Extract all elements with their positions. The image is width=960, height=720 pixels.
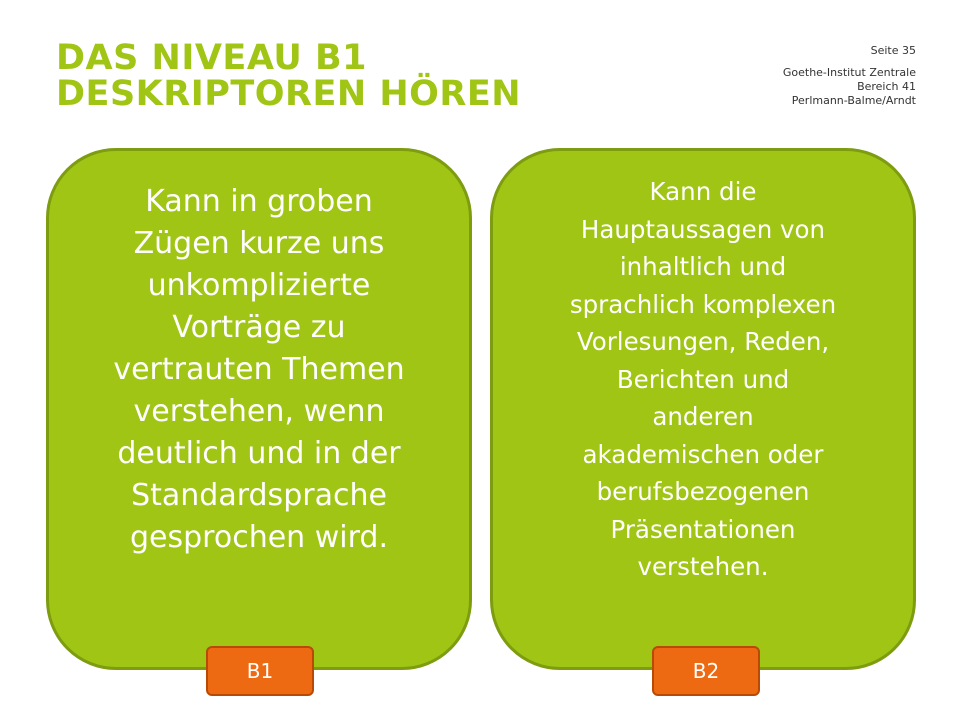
descriptor-line: anderen — [652, 402, 754, 431]
descriptor-line: Standardsprache — [131, 478, 387, 513]
descriptor-line: Präsentationen — [610, 514, 796, 544]
descriptor-line: sprachlich komplexen — [569, 289, 837, 319]
descriptor-line: verstehen. — [637, 552, 769, 581]
descriptor-line: Berichten und — [616, 364, 790, 394]
descriptor-line: Vorlesungen, Reden, — [576, 327, 830, 356]
slide-title-line: DAS NIVEAU B1 — [56, 38, 367, 78]
descriptor-card-b2 — [490, 148, 916, 670]
descriptor-line: Vorträge zu — [172, 310, 346, 345]
descriptor-text-b1 — [69, 181, 449, 559]
descriptor-card-b1 — [46, 148, 472, 670]
descriptor-line: Kann in groben — [145, 184, 373, 219]
descriptor-line: akademischen oder — [582, 439, 824, 469]
descriptor-text-b2 — [513, 173, 893, 586]
slide-title — [56, 40, 521, 112]
slide-meta — [783, 44, 916, 108]
level-badge-b1: B1 — [206, 646, 314, 696]
source-line: Perlmann-Balme/Arndt — [791, 94, 916, 107]
descriptor-line: vertrauten Themen — [113, 352, 405, 387]
source-line: Goethe-Institut Zentrale — [782, 66, 916, 79]
descriptor-line: Hauptaussagen von — [580, 214, 826, 244]
page-number: Seite 35 — [870, 44, 916, 57]
descriptor-line: deutlich und in der — [117, 436, 401, 471]
slide-title-line: DESKRIPTOREN HÖREN — [56, 74, 522, 114]
descriptor-line: verstehen, wenn — [133, 394, 385, 429]
descriptor-line: gesprochen wird. — [130, 520, 388, 555]
descriptor-line: unkomplizierte — [147, 268, 371, 303]
descriptor-line: Zügen kurze uns — [133, 226, 385, 261]
descriptor-line: berufsbezogenen — [596, 477, 810, 506]
descriptor-line: inhaltlich und — [619, 252, 787, 281]
level-badge-b2: B2 — [652, 646, 760, 696]
descriptor-line: Kann die — [649, 177, 757, 206]
source-line: Bereich 41 — [857, 80, 916, 93]
